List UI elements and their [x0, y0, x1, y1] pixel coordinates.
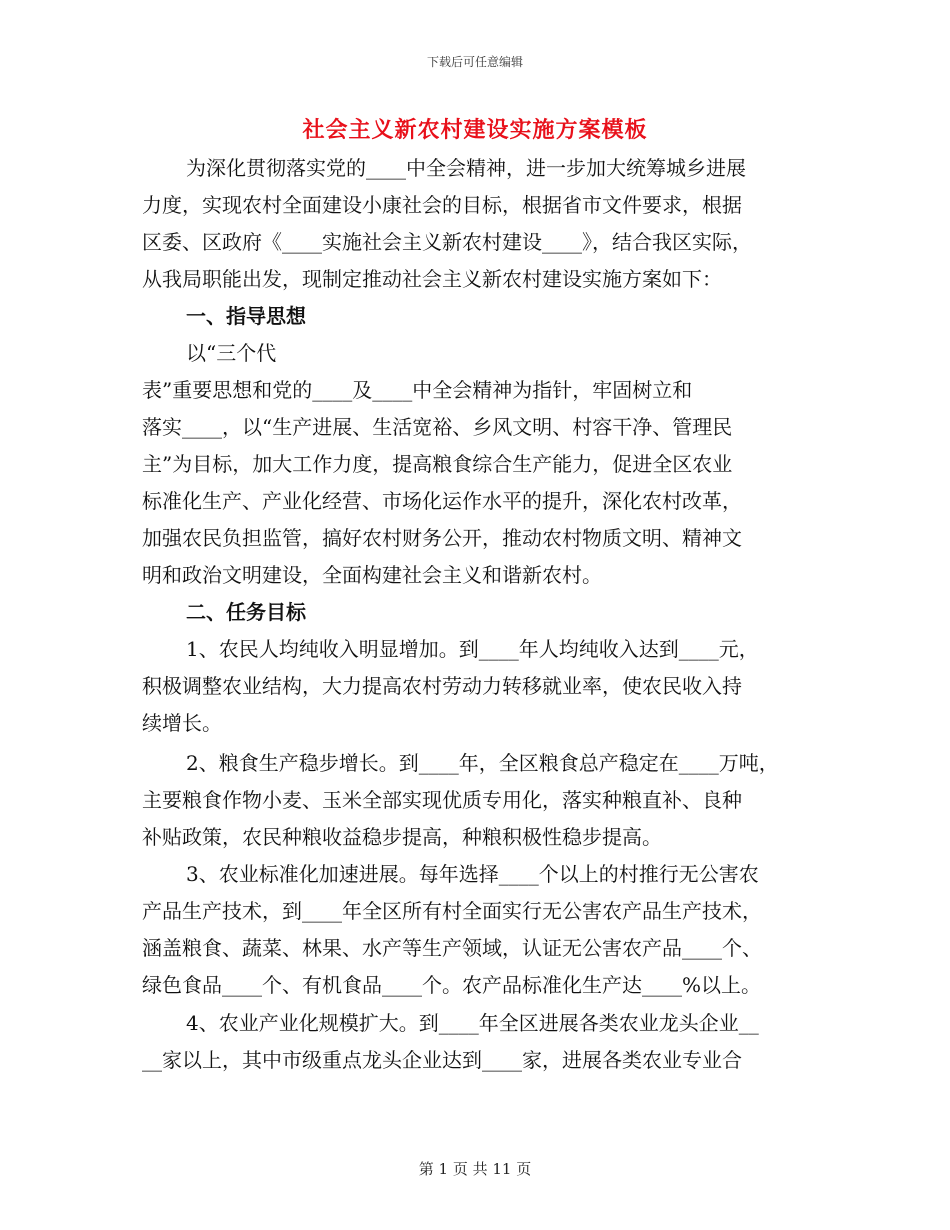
paragraph-line: 涵盖粮食、蔬菜、林果、水产等生产领域，认证无公害农产品____个、	[142, 936, 762, 960]
section-heading-guiding-ideology: 一、指导思想	[186, 304, 306, 328]
paragraph-line: 力度，实现农村全面建设小康社会的目标，根据省市文件要求，根据	[142, 193, 742, 217]
document-body-item3	[142, 856, 812, 1004]
document-title: 社会主义新农村建设实施方案模板	[302, 117, 648, 143]
document-body-continued	[142, 745, 812, 856]
paragraph-line: 2、粮食生产稳步增长。到____年，全区粮食总产稳定在____万吨，	[186, 751, 779, 775]
paragraph-line: 主要粮食作物小麦、玉米全部实现优质专用化，落实种粮直补、良种	[142, 788, 742, 812]
paragraph-line: 补贴政策，农民种粮收益稳步提高，种粮积极性稳步提高。	[142, 825, 662, 849]
paragraph-line: 主”为目标，加大工作力度，提高粮食综合生产能力，促进全区农业	[142, 452, 733, 476]
paragraph-line: 续增长。	[142, 711, 222, 735]
paragraph-line: 落实____，以“生产进展、生活宽裕、乡风文明、村容干净、管理民	[142, 415, 733, 439]
paragraph-line: 表”重要思想和党的____及____中全会精神为指针，牢固树立和	[142, 378, 693, 402]
paragraph-line: __家以上，其中市级重点龙头企业达到____家，进展各类农业专业合	[142, 1048, 742, 1072]
document-body	[142, 150, 812, 742]
paragraph-line: 明和政治文明建设，全面构建社会主义和谐新农村。	[142, 563, 602, 587]
page-number: 第 1 页 共 11 页	[418, 1160, 532, 1178]
paragraph-line: 1、农民人均纯收入明显增加。到____年人均纯收入达到____元，	[186, 637, 759, 661]
section-heading-task-goals: 二、任务目标	[186, 600, 306, 624]
document-body-item4	[142, 1005, 812, 1079]
paragraph-line: 从我局职能出发，现制定推动社会主义新农村建设实施方案如下：	[142, 267, 722, 291]
paragraph-line: 产品生产技术，到____年全区所有村全面实行无公害农产品生产技术，	[142, 899, 762, 923]
page-header-note: 下载后可任意编辑	[426, 55, 523, 69]
paragraph-line: 标准化生产、产业化经营、市场化运作水平的提升，深化农村改革，	[142, 489, 742, 513]
paragraph-line: 4、农业产业化规模扩大。到____年全区进展各类农业龙头企业__	[186, 1011, 759, 1035]
paragraph-line: 3、农业标准化加速进展。每年选择____个以上的村推行无公害农	[186, 862, 759, 886]
paragraph-line: 积极调整农业结构，大力提高农村劳动力转移就业率，使农民收入持	[142, 674, 742, 698]
paragraph-line: 为深化贯彻落实党的____中全会精神，进一步加大统筹城乡进展	[186, 156, 746, 180]
paragraph-line: 以“三个代	[186, 341, 277, 365]
paragraph-line: 区委、区政府《____实施社会主义新农村建设____》，结合我区实际，	[142, 230, 752, 254]
paragraph-line: 绿色食品____个、有机食品____个。农产品标准化生产达____%以上。	[142, 973, 762, 997]
paragraph-line: 加强农民负担监管，搞好农村财务公开，推动农村物质文明、精神文	[142, 526, 742, 550]
